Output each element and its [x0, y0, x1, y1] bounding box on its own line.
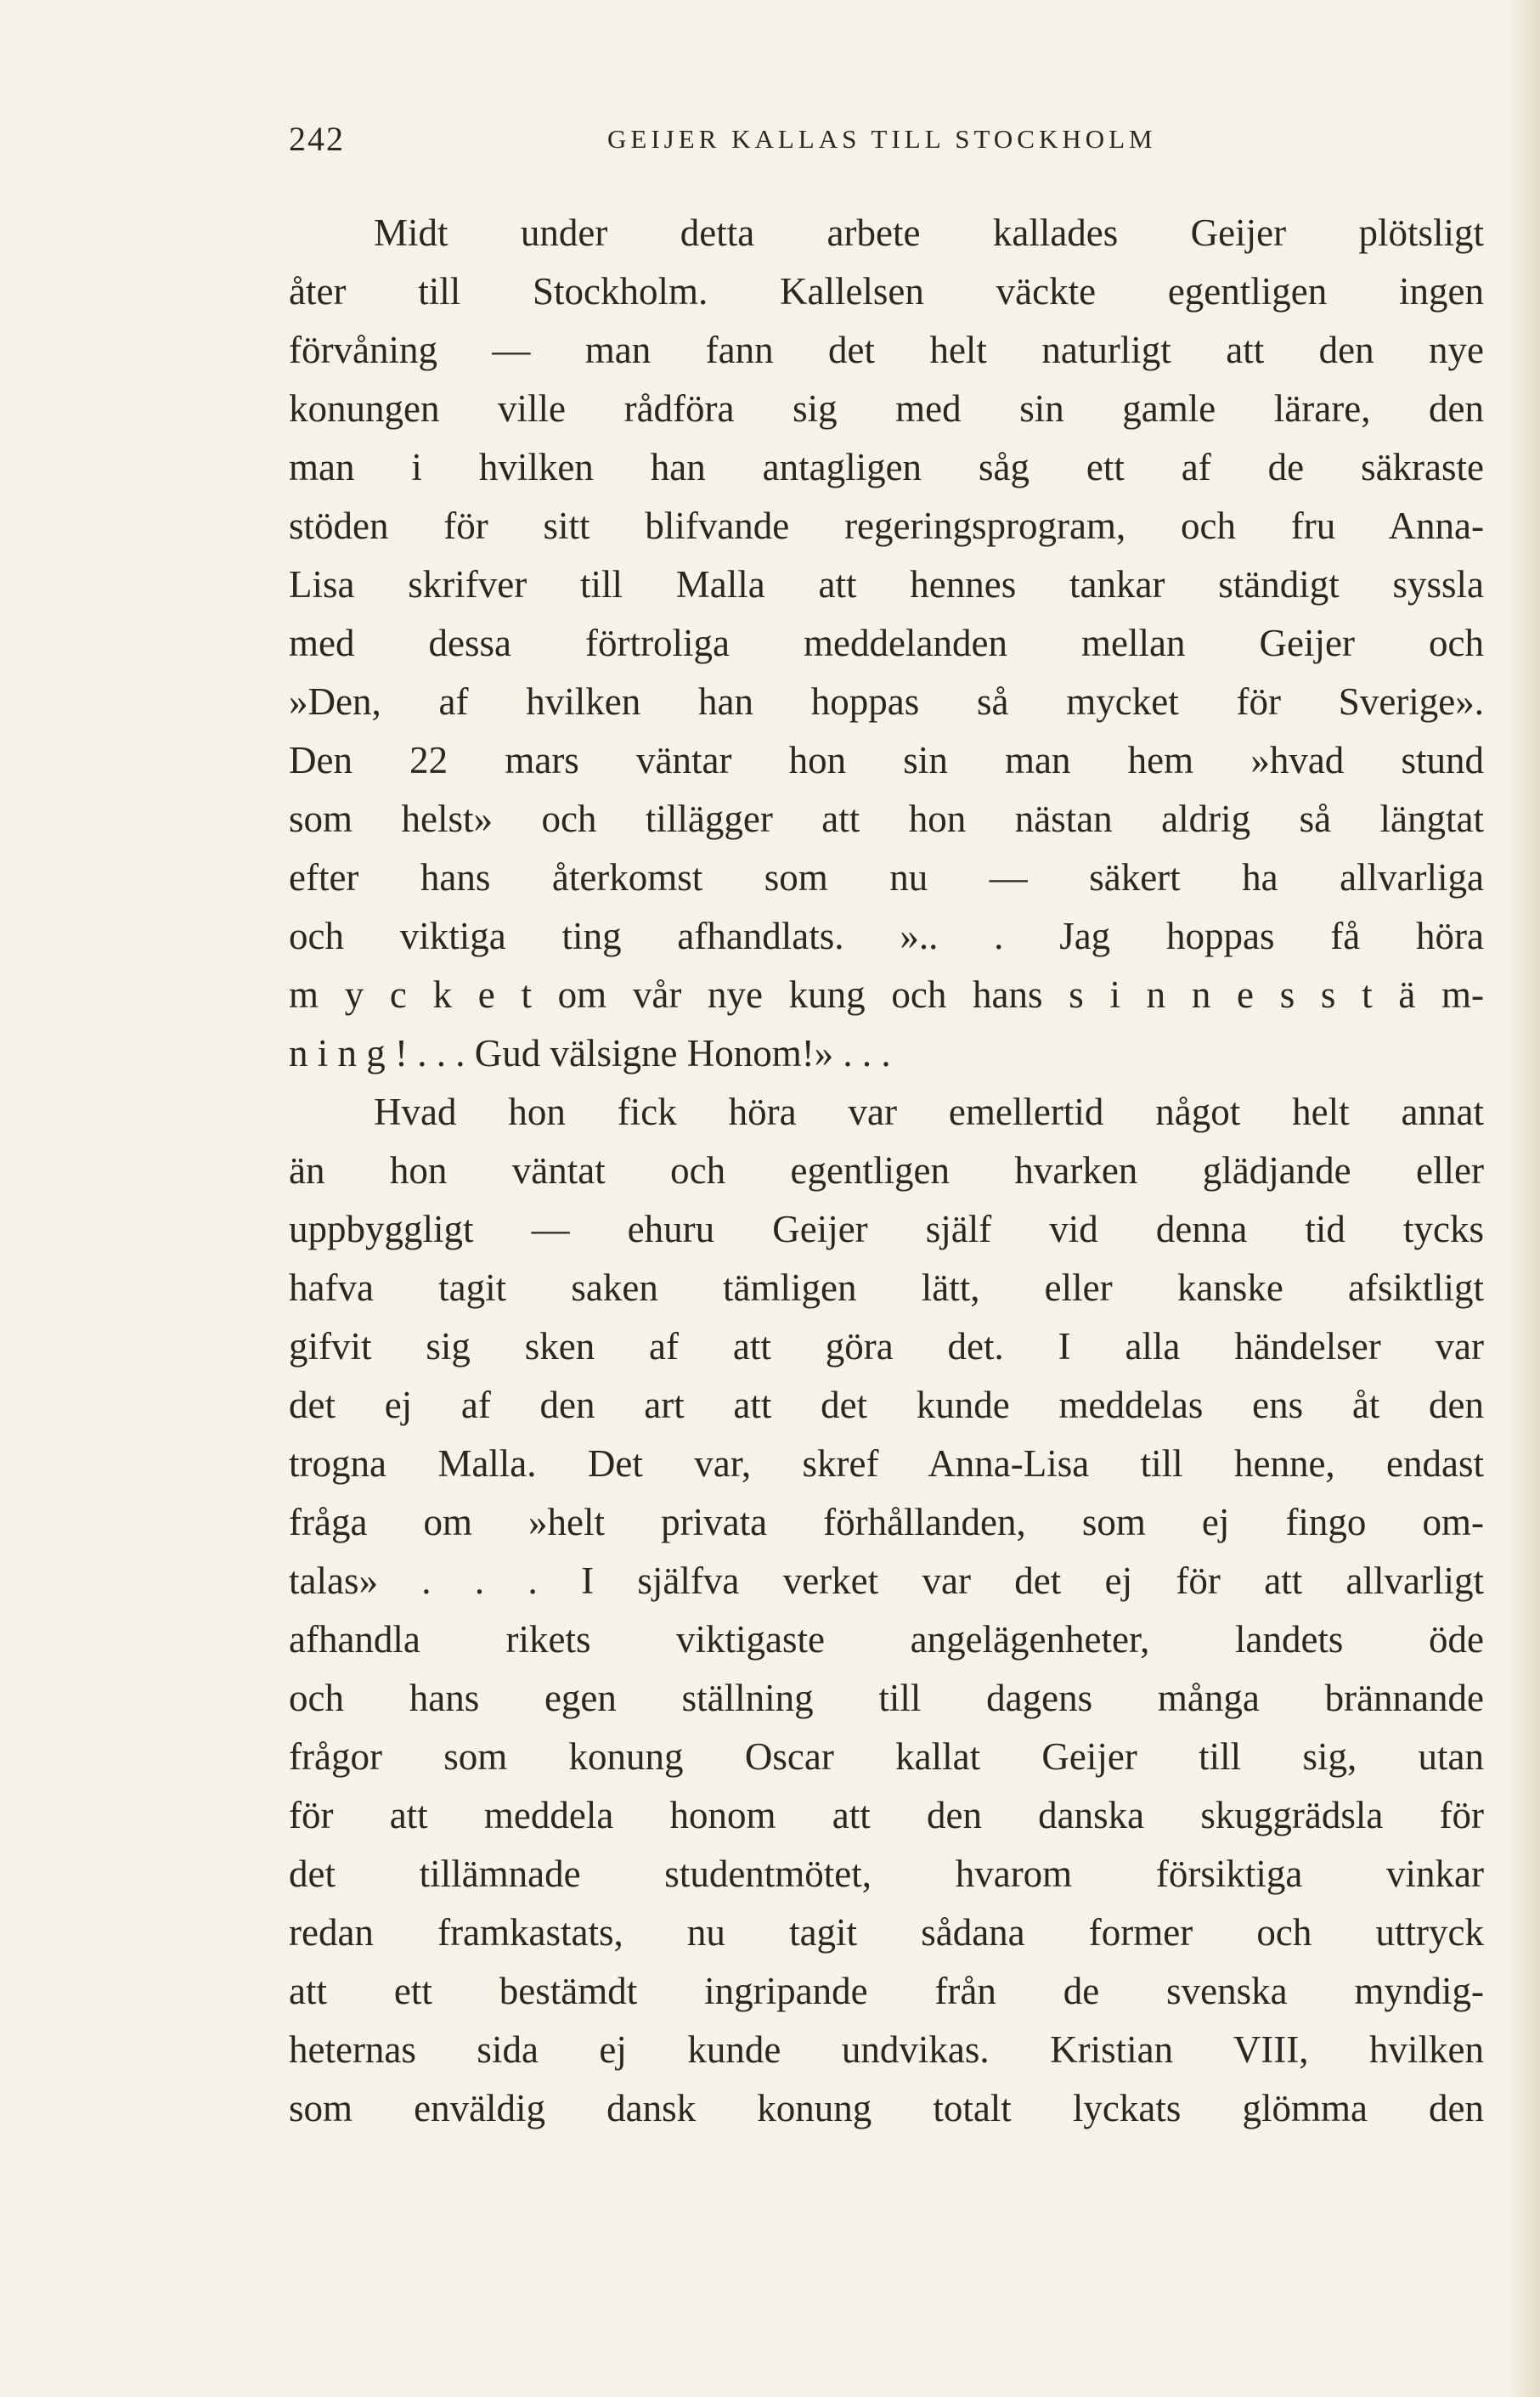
text-line: trogna Malla. Det var, skref Anna-Lisa till henne, endast	[289, 1442, 1484, 1485]
running-head	[289, 119, 1484, 170]
text-line: än hon väntat och egentligen hvarken glädjande eller	[289, 1149, 1484, 1192]
text-line: Den 22 mars väntar hon sin man hem »hvad stund	[289, 739, 1484, 781]
text-line: åter till Stockholm. Kallelsen väckte egentligen ingen	[289, 270, 1484, 313]
page-number: 242	[289, 120, 345, 158]
text-line: för att meddela honom att den danska skuggrädsla för	[289, 1794, 1484, 1836]
text-line: det ej af den art att det kunde meddelas ens åt den	[289, 1384, 1484, 1426]
text-line: förvåning — man fann det helt naturligt att den nye	[289, 329, 1484, 371]
text-line: stöden för sitt blifvande regeringsprogram, och fru Anna-	[289, 505, 1484, 547]
text-line: med dessa förtroliga meddelanden mellan Geijer och	[289, 622, 1484, 664]
text-line: afhandla rikets viktigaste angelägenheter, landets öde	[289, 1618, 1484, 1661]
text-line: frågor som konung Oscar kallat Geijer till sig, utan	[289, 1735, 1484, 1778]
text-line: gifvit sig sken af att göra det. I alla händelser var	[289, 1325, 1484, 1368]
text-line: konungen ville rådföra sig med sin gamle lärare, den	[289, 387, 1484, 430]
page-edge	[1506, 0, 1540, 2397]
text-line: att ett bestämdt ingripande från de svenska myndig-	[289, 1970, 1484, 2012]
text-line: och hans egen ställning till dagens många brännande	[289, 1677, 1484, 1719]
text-line: det tillämnade studentmötet, hvarom försiktiga vinkar	[289, 1853, 1484, 1895]
text-line: man i hvilken han antagligen såg ett af de säkraste	[289, 446, 1484, 488]
text-line: m y c k e t om vår nye kung och hans s i n n e s s t ä m-	[289, 973, 1484, 1016]
text-line: som enväldig dansk konung totalt lyckats glömma den	[289, 2087, 1484, 2129]
text-line: fråga om »helt privata förhållanden, som ej fingo om-	[289, 1501, 1484, 1543]
text-line: och viktiga ting afhandlats. ».. . Jag hoppas få höra	[289, 915, 1484, 957]
text-line: efter hans återkomst som nu — säkert ha allvarliga	[289, 856, 1484, 899]
running-title: GEIJER KALLAS TILL STOCKHOLM	[607, 124, 1157, 154]
text-line: Midt under detta arbete kallades Geijer plötsligt	[374, 212, 1484, 254]
text-line: Lisa skrifver till Malla att hennes tankar ständigt syssla	[289, 563, 1484, 606]
text-line: uppbyggligt — ehuru Geijer själf vid denna tid tycks	[289, 1208, 1484, 1250]
text-line: Hvad hon fick höra var emellertid något helt annat	[374, 1091, 1484, 1133]
text-line: heternas sida ej kunde undvikas. Kristian VIII, hvilken	[289, 2028, 1484, 2071]
body-text	[289, 204, 1484, 2138]
text-line: »Den, af hvilken han hoppas så mycket för Sverige».	[289, 680, 1484, 723]
text-line: talas» . . . I själfva verket var det ej för att allvarligt	[289, 1559, 1484, 1602]
text-line: redan framkastats, nu tagit sådana former och uttryck	[289, 1911, 1484, 1954]
text-line: n i n g ! . . . Gud välsigne Honom!» . . .	[289, 1032, 891, 1074]
text-line: hafva tagit saken tämligen lätt, eller kanske afsiktligt	[289, 1266, 1484, 1309]
text-line: som helst» och tillägger att hon nästan aldrig så längtat	[289, 798, 1484, 840]
